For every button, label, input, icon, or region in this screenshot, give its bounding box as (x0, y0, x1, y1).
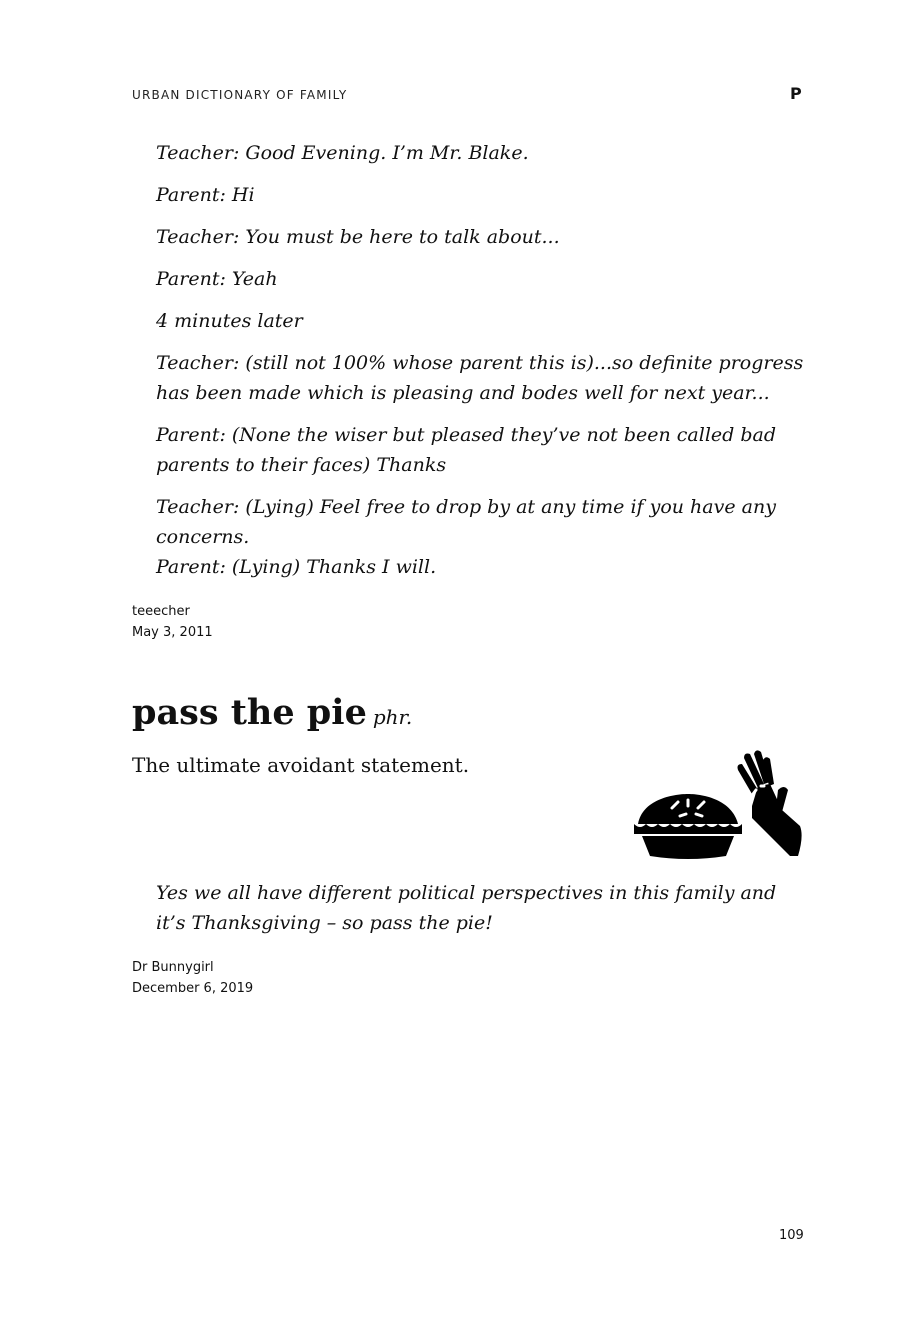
running-head: URBAN DICTIONARY OF FAMILY (132, 88, 348, 102)
entry-headword (132, 692, 412, 733)
previous-entry-example (156, 138, 806, 582)
entry-byline (132, 957, 253, 999)
example-line: Teacher: You must be here to talk about... (156, 226, 560, 248)
entry-date: December 6, 2019 (132, 981, 254, 996)
example-line: Parent: (None the wiser but pleased they’ve not been called bad parents to their faces) Thanks (156, 424, 776, 476)
example-line: 4 minutes later (156, 310, 303, 332)
example-line: Teacher: (Lying) Feel free to drop by at any time if you have any concerns. (156, 496, 776, 548)
example-line: Parent: Yeah (156, 268, 278, 290)
example-line: Parent: Hi (156, 184, 255, 206)
example-line: Yes we all have different political perspectives in this family and it’s Thanksgiving – so pass the pie! (156, 882, 777, 934)
pie-with-raised-hand-icon (632, 750, 804, 860)
entry-definition: The ultimate avoidant statement. (132, 753, 470, 777)
entry-date: May 3, 2011 (132, 625, 213, 640)
previous-entry-byline (132, 601, 213, 643)
page-number: 109 (779, 1228, 804, 1243)
entry-example (156, 878, 806, 938)
author-name: Dr Bunnygirl (132, 960, 214, 975)
part-of-speech: phr. (372, 705, 413, 729)
example-line: Parent: (Lying) Thanks I will. (156, 556, 437, 578)
example-line: Teacher: Good Evening. I’m Mr. Blake. (156, 142, 529, 164)
author-name: teeecher (132, 604, 190, 619)
entry-term: pass the pie (132, 692, 367, 733)
section-letter: P (790, 84, 802, 103)
example-line: Teacher: (still not 100% whose parent this is)...so definite progress has been made which is pleasing and bodes well for next year... (156, 352, 804, 404)
